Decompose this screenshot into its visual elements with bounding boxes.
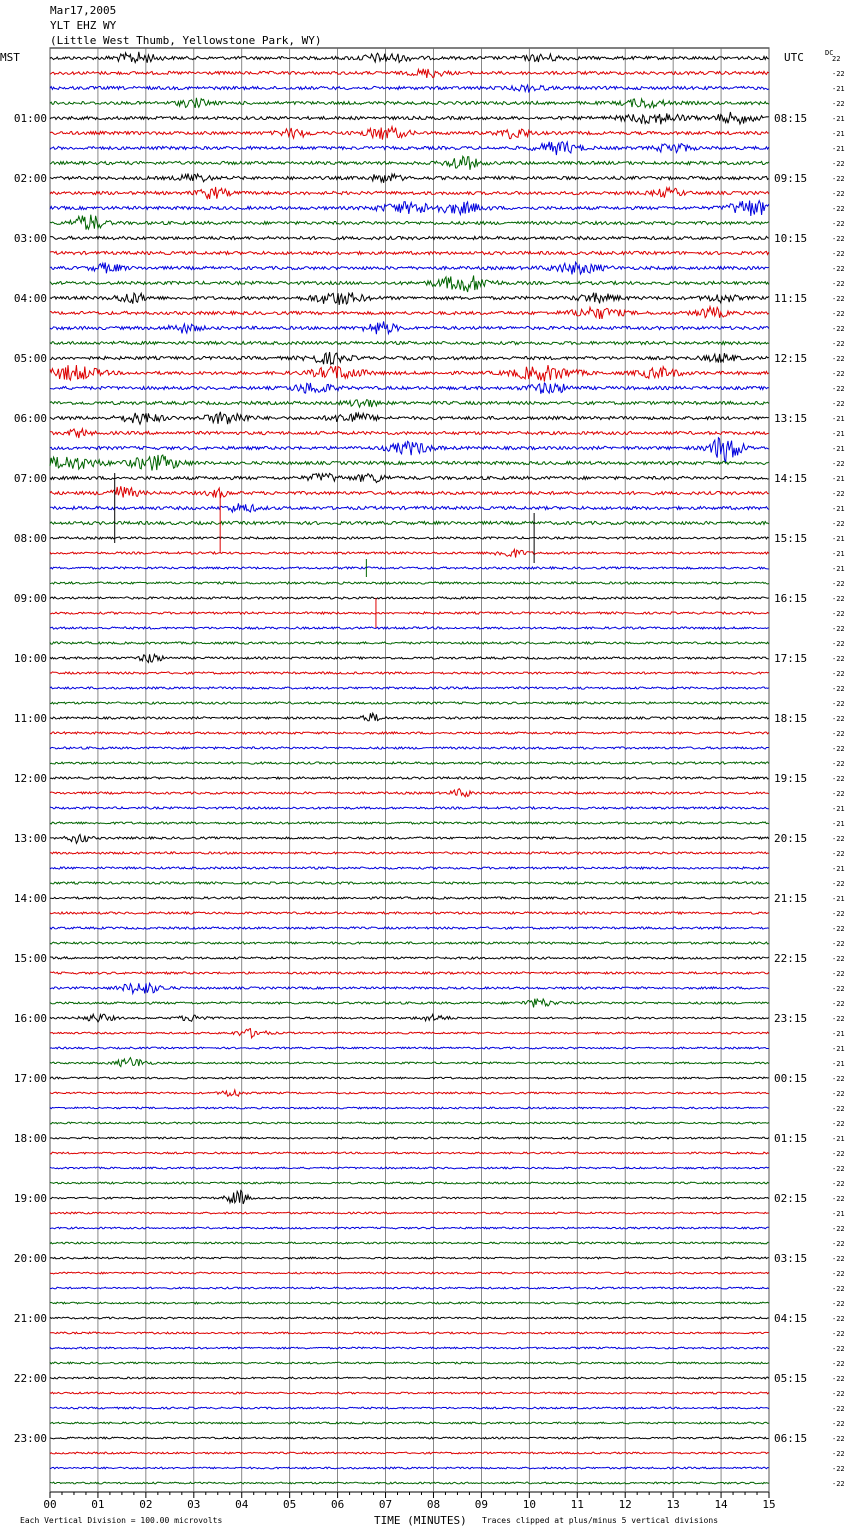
seismic-trace bbox=[50, 1437, 769, 1439]
seismic-trace bbox=[50, 1362, 769, 1364]
dc-offset-value: -22 bbox=[832, 1090, 845, 1098]
mst-hour-label: 03:00 bbox=[13, 232, 47, 245]
x-tick-label: 02 bbox=[139, 1498, 153, 1511]
seismic-trace bbox=[50, 156, 769, 170]
dc-offset-value: -22 bbox=[832, 790, 845, 798]
seismic-trace bbox=[50, 1058, 769, 1067]
dc-offset-value: -21 bbox=[832, 565, 845, 573]
seismic-trace bbox=[50, 307, 769, 319]
dc-offset-value: -21 bbox=[832, 1060, 845, 1068]
seismic-trace bbox=[50, 1090, 769, 1096]
dc-offset-value: -22 bbox=[832, 1300, 845, 1308]
utc-hour-label: 02:15 bbox=[774, 1192, 808, 1205]
dc-offset-value: -22 bbox=[832, 1180, 845, 1188]
dc-offset-value: -22 bbox=[832, 685, 845, 693]
station-location: (Little West Thumb, Yellowstone Park, WY) bbox=[50, 34, 322, 47]
dc-offset-value: -22 bbox=[832, 220, 845, 228]
mst-hour-label: 22:00 bbox=[13, 1372, 47, 1385]
x-tick-label: 10 bbox=[522, 1498, 536, 1511]
dc-offset-value: -22 bbox=[832, 1420, 845, 1428]
dc-offset-value: -22 bbox=[832, 640, 845, 648]
dc-offset-header: DC bbox=[825, 49, 834, 57]
dc-offset-value: -21 bbox=[832, 535, 845, 543]
dc-offset-value: -22 bbox=[832, 880, 845, 888]
utc-hour-label: 17:15 bbox=[774, 652, 808, 665]
seismic-trace bbox=[50, 1317, 769, 1319]
mst-hour-label: 04:00 bbox=[13, 292, 47, 305]
plot-frame bbox=[50, 48, 769, 1492]
mst-hour-label: 09:00 bbox=[13, 592, 47, 605]
utc-hour-label: 14:15 bbox=[774, 472, 808, 485]
seismic-trace bbox=[50, 1212, 769, 1214]
plot-date: Mar17,2005 bbox=[50, 4, 117, 17]
dc-offset-value: -21 bbox=[832, 820, 845, 828]
mst-hour-label: 12:00 bbox=[13, 772, 47, 785]
seismic-trace bbox=[50, 983, 769, 993]
seismic-trace bbox=[50, 687, 769, 689]
dc-offset-value: -22 bbox=[832, 1255, 845, 1263]
seismic-trace bbox=[50, 957, 769, 959]
utc-hour-label: 15:15 bbox=[774, 532, 808, 545]
x-tick-label: 09 bbox=[474, 1498, 489, 1511]
mst-hour-label: 10:00 bbox=[13, 652, 47, 665]
mst-hour-label: 14:00 bbox=[13, 892, 47, 905]
dc-offset-value: -22 bbox=[832, 175, 845, 183]
dc-offset-value: -22 bbox=[832, 1285, 845, 1293]
dc-offset-value: -22 bbox=[832, 340, 845, 348]
x-tick-label: 00 bbox=[43, 1498, 57, 1511]
utc-hour-label: 23:15 bbox=[774, 1012, 808, 1025]
seismic-trace bbox=[50, 1347, 769, 1349]
dc-offset-value: -22 bbox=[832, 1270, 845, 1278]
dc-offset-value: -22 bbox=[832, 595, 845, 603]
seismic-trace bbox=[50, 732, 769, 734]
seismic-trace bbox=[50, 1077, 769, 1079]
mst-hour-label: 11:00 bbox=[13, 712, 47, 725]
utc-hour-label: 19:15 bbox=[774, 772, 808, 785]
x-tick-label: 11 bbox=[570, 1498, 584, 1511]
dc-offset-value: -22 bbox=[832, 160, 845, 168]
seismic-trace bbox=[50, 1332, 769, 1334]
dc-offset-value: -22 bbox=[832, 1435, 845, 1443]
dc-offset-value: -22 bbox=[832, 1165, 845, 1173]
dc-offset-value: -22 bbox=[832, 460, 845, 468]
utc-hour-label: 00:15 bbox=[774, 1072, 808, 1085]
dc-offset-value: -22 bbox=[832, 730, 845, 738]
seismic-trace bbox=[50, 352, 769, 364]
seismic-trace bbox=[50, 1107, 769, 1109]
x-tick-label: 01 bbox=[91, 1498, 105, 1511]
dc-offset-value: -21 bbox=[832, 1135, 845, 1143]
dc-offset-value: -22 bbox=[832, 940, 845, 948]
seismic-trace bbox=[50, 251, 769, 254]
dc-offset-value: -22 bbox=[832, 235, 845, 243]
dc-offset-value: -22 bbox=[832, 325, 845, 333]
seismic-trace bbox=[50, 567, 769, 569]
seismic-trace bbox=[50, 927, 769, 929]
seismic-trace bbox=[50, 1182, 769, 1184]
mst-hour-label: 23:00 bbox=[13, 1432, 47, 1445]
x-tick-label: 03 bbox=[187, 1498, 201, 1511]
utc-hour-label: 01:15 bbox=[774, 1132, 808, 1145]
mst-axis-label: MST bbox=[0, 51, 20, 64]
mst-hour-label: 13:00 bbox=[13, 832, 47, 845]
seismic-trace bbox=[50, 201, 769, 216]
x-tick-label: 15 bbox=[762, 1498, 776, 1511]
dc-offset-value: -22 bbox=[832, 1450, 845, 1458]
seismic-trace bbox=[50, 365, 769, 382]
seismic-trace bbox=[50, 142, 769, 155]
dc-offset-value: -22 bbox=[832, 1375, 845, 1383]
utc-axis-label: UTC bbox=[784, 51, 804, 64]
seismic-trace bbox=[50, 1407, 769, 1409]
x-tick-label: 08 bbox=[426, 1498, 441, 1511]
seismic-trace bbox=[50, 503, 769, 512]
dc-offset-value: -22 bbox=[832, 925, 845, 933]
seismic-trace bbox=[50, 1422, 769, 1424]
dc-offset-value: -21 bbox=[832, 115, 845, 123]
dc-offset-value: -22 bbox=[832, 1345, 845, 1353]
station-name: YLT EHZ WY bbox=[50, 19, 117, 32]
seismic-trace bbox=[50, 112, 769, 124]
dc-offset-value: -21 bbox=[832, 1210, 845, 1218]
seismic-trace bbox=[50, 215, 769, 230]
dc-offset-value: -22 bbox=[832, 1105, 845, 1113]
seismic-trace bbox=[50, 341, 769, 344]
seismic-trace bbox=[50, 1482, 769, 1484]
seismic-trace bbox=[50, 1467, 769, 1469]
seismic-trace bbox=[50, 627, 769, 629]
dc-offset-value: -22 bbox=[832, 970, 845, 978]
seismic-trace bbox=[50, 1191, 769, 1204]
seismic-trace bbox=[50, 1152, 769, 1154]
dc-offset-value: -21 bbox=[832, 805, 845, 813]
seismic-trace bbox=[50, 127, 769, 140]
seismic-trace bbox=[50, 672, 769, 674]
utc-hour-label: 05:15 bbox=[774, 1372, 808, 1385]
seismic-trace bbox=[50, 999, 769, 1008]
dc-offset-value: -22 bbox=[832, 1315, 845, 1323]
dc-offset-value: -22 bbox=[832, 1390, 845, 1398]
x-tick-label: 07 bbox=[378, 1498, 393, 1511]
mst-hour-label: 15:00 bbox=[13, 952, 47, 965]
seismic-trace bbox=[50, 98, 769, 108]
dc-offset-value: -22 bbox=[832, 745, 845, 753]
seismic-trace bbox=[50, 972, 769, 974]
seismic-trace bbox=[50, 762, 769, 764]
dc-offset-value: -22 bbox=[832, 1405, 845, 1413]
mst-hour-label: 18:00 bbox=[13, 1132, 47, 1145]
dc-offset-value: -22 bbox=[832, 490, 845, 498]
dc-offset-value: -21 bbox=[832, 430, 845, 438]
seismic-trace bbox=[50, 912, 769, 914]
dc-offset-value: -22 bbox=[832, 910, 845, 918]
dc-offset-value: -22 bbox=[832, 250, 845, 258]
utc-hour-label: 11:15 bbox=[774, 292, 808, 305]
dc-offset-value: -22 bbox=[832, 700, 845, 708]
dc-offset-value: -21 bbox=[832, 415, 845, 423]
dc-offset-value: -21 bbox=[832, 895, 845, 903]
seismic-trace bbox=[50, 486, 769, 498]
seismic-trace bbox=[50, 412, 769, 424]
seismic-trace bbox=[50, 597, 769, 599]
utc-hour-label: 08:15 bbox=[774, 112, 808, 125]
dc-offset-value: -21 bbox=[832, 550, 845, 558]
seismic-trace bbox=[50, 1392, 769, 1394]
dc-offset-value: -22 bbox=[832, 355, 845, 363]
seismic-trace bbox=[50, 276, 769, 293]
seismic-trace bbox=[50, 612, 769, 614]
seismic-trace bbox=[50, 429, 769, 438]
mst-hour-label: 01:00 bbox=[13, 112, 47, 125]
dc-offset-value: -22 bbox=[832, 310, 845, 318]
seismic-trace bbox=[50, 1242, 769, 1244]
dc-offset-value: -22 bbox=[832, 205, 845, 213]
x-tick-label: 06 bbox=[330, 1498, 345, 1511]
seismic-trace bbox=[50, 292, 769, 305]
seismic-trace bbox=[50, 521, 769, 524]
mst-hour-label: 05:00 bbox=[13, 352, 47, 365]
dc-offset-value: -21 bbox=[832, 475, 845, 483]
seismic-trace bbox=[50, 642, 769, 644]
utc-hour-label: 18:15 bbox=[774, 712, 808, 725]
dc-offset-value: -22 bbox=[832, 1000, 845, 1008]
seismic-trace bbox=[50, 852, 769, 854]
seismic-trace bbox=[50, 187, 769, 199]
dc-offset-value: -22 bbox=[832, 850, 845, 858]
dc-offset-value: -21 bbox=[832, 505, 845, 513]
utc-hour-label: 13:15 bbox=[774, 412, 808, 425]
footer-scale-note: Each Vertical Division = 100.00 microvolts bbox=[20, 1516, 223, 1525]
seismic-trace bbox=[50, 455, 769, 471]
seismic-trace bbox=[50, 713, 769, 721]
seismic-trace bbox=[50, 882, 769, 884]
dc-offset-value: -22 bbox=[832, 1240, 845, 1248]
dc-offset-value: -21 bbox=[832, 1045, 845, 1053]
seismic-trace bbox=[50, 262, 769, 274]
utc-hour-label: 21:15 bbox=[774, 892, 808, 905]
dc-offset-value: 22 bbox=[832, 55, 841, 63]
dc-offset-value: -22 bbox=[832, 775, 845, 783]
dc-offset-value: -22 bbox=[832, 1360, 845, 1368]
seismic-trace bbox=[50, 702, 769, 704]
seismic-trace bbox=[50, 85, 769, 93]
seismic-trace bbox=[50, 1377, 769, 1379]
seismic-trace bbox=[50, 321, 769, 334]
mst-hour-label: 06:00 bbox=[13, 412, 47, 425]
seismic-trace bbox=[50, 582, 769, 584]
mst-hour-label: 20:00 bbox=[13, 1252, 47, 1265]
seismic-trace bbox=[50, 236, 769, 239]
dc-offset-value: -22 bbox=[832, 1015, 845, 1023]
seismic-trace bbox=[50, 789, 769, 797]
seismic-trace bbox=[50, 473, 769, 482]
seismic-trace bbox=[50, 383, 769, 394]
seismic-trace bbox=[50, 867, 769, 869]
seismic-trace bbox=[50, 777, 769, 779]
utc-hour-label: 22:15 bbox=[774, 952, 808, 965]
dc-offset-value: -22 bbox=[832, 1195, 845, 1203]
utc-hour-label: 03:15 bbox=[774, 1252, 808, 1265]
dc-offset-value: -22 bbox=[832, 295, 845, 303]
seismic-trace bbox=[50, 942, 769, 944]
dc-offset-value: -22 bbox=[832, 1330, 845, 1338]
dc-offset-value: -22 bbox=[832, 625, 845, 633]
seismic-trace bbox=[50, 1287, 769, 1289]
dc-offset-value: -22 bbox=[832, 1465, 845, 1473]
seismic-trace bbox=[50, 52, 769, 63]
dc-offset-value: -22 bbox=[832, 70, 845, 78]
seismic-trace bbox=[50, 747, 769, 749]
dc-offset-value: -21 bbox=[832, 445, 845, 453]
seismic-trace bbox=[50, 1137, 769, 1139]
dc-offset-value: -21 bbox=[832, 130, 845, 138]
utc-hour-label: 10:15 bbox=[774, 232, 808, 245]
utc-hour-label: 16:15 bbox=[774, 592, 808, 605]
dc-offset-value: -22 bbox=[832, 760, 845, 768]
dc-offset-value: -21 bbox=[832, 85, 845, 93]
mst-hour-label: 21:00 bbox=[13, 1312, 47, 1325]
seismic-trace bbox=[50, 897, 769, 899]
dc-offset-value: -22 bbox=[832, 715, 845, 723]
dc-offset-value: -21 bbox=[832, 865, 845, 873]
dc-offset-value: -22 bbox=[832, 190, 845, 198]
x-axis-title: TIME (MINUTES) bbox=[374, 1514, 467, 1527]
dc-offset-value: -22 bbox=[832, 655, 845, 663]
mst-hour-label: 08:00 bbox=[13, 532, 47, 545]
dc-offset-value: -22 bbox=[832, 1075, 845, 1083]
x-tick-label: 12 bbox=[618, 1498, 632, 1511]
seismic-trace bbox=[50, 1452, 769, 1454]
dc-offset-value: -22 bbox=[832, 670, 845, 678]
seismic-trace bbox=[50, 1227, 769, 1229]
seismic-trace bbox=[50, 1047, 769, 1049]
seismic-trace bbox=[50, 807, 769, 809]
dc-offset-value: -22 bbox=[832, 835, 845, 843]
dc-offset-value: -22 bbox=[832, 1120, 845, 1128]
dc-offset-value: -22 bbox=[832, 1480, 845, 1488]
dc-offset-value: -22 bbox=[832, 100, 845, 108]
seismic-trace bbox=[50, 69, 769, 78]
seismic-trace bbox=[50, 1014, 769, 1022]
dc-offset-value: -22 bbox=[832, 265, 845, 273]
dc-offset-value: -22 bbox=[832, 955, 845, 963]
seismic-trace bbox=[50, 1302, 769, 1304]
seismic-trace bbox=[50, 822, 769, 824]
footer-clip-note: Traces clipped at plus/minus 5 vertical divisions bbox=[482, 1516, 719, 1525]
seismic-trace bbox=[50, 654, 769, 662]
mst-hour-label: 19:00 bbox=[13, 1192, 47, 1205]
x-tick-label: 05 bbox=[283, 1498, 297, 1511]
dc-offset-value: -21 bbox=[832, 1030, 845, 1038]
seismic-trace bbox=[50, 174, 769, 183]
utc-hour-label: 09:15 bbox=[774, 172, 808, 185]
mst-hour-label: 02:00 bbox=[13, 172, 47, 185]
seismic-trace bbox=[50, 835, 769, 844]
utc-hour-label: 20:15 bbox=[774, 832, 808, 845]
x-tick-label: 13 bbox=[666, 1498, 680, 1511]
utc-hour-label: 04:15 bbox=[774, 1312, 808, 1325]
dc-offset-value: -22 bbox=[832, 520, 845, 528]
x-tick-label: 04 bbox=[235, 1498, 249, 1511]
utc-hour-label: 12:15 bbox=[774, 352, 808, 365]
seismic-trace bbox=[50, 549, 769, 557]
seismic-trace bbox=[50, 537, 769, 539]
dc-offset-value: -22 bbox=[832, 400, 845, 408]
x-tick-label: 14 bbox=[714, 1498, 728, 1511]
seismic-trace bbox=[50, 1272, 769, 1274]
dc-offset-value: -22 bbox=[832, 985, 845, 993]
dc-offset-value: -22 bbox=[832, 280, 845, 288]
dc-offset-value: -22 bbox=[832, 370, 845, 378]
dc-offset-value: -22 bbox=[832, 1225, 845, 1233]
mst-hour-label: 07:00 bbox=[13, 472, 47, 485]
mst-hour-label: 17:00 bbox=[13, 1072, 47, 1085]
dc-offset-value: -22 bbox=[832, 580, 845, 588]
seismic-trace bbox=[50, 1122, 769, 1124]
dc-offset-value: -22 bbox=[832, 385, 845, 393]
utc-hour-label: 06:15 bbox=[774, 1432, 808, 1445]
seismic-trace bbox=[50, 400, 769, 408]
dc-offset-value: -21 bbox=[832, 145, 845, 153]
dc-offset-value: -22 bbox=[832, 1150, 845, 1158]
seismic-trace bbox=[50, 1167, 769, 1169]
dc-offset-value: -22 bbox=[832, 610, 845, 618]
mst-hour-label: 16:00 bbox=[13, 1012, 47, 1025]
seismic-trace bbox=[50, 1029, 769, 1038]
seismic-trace bbox=[50, 1257, 769, 1259]
